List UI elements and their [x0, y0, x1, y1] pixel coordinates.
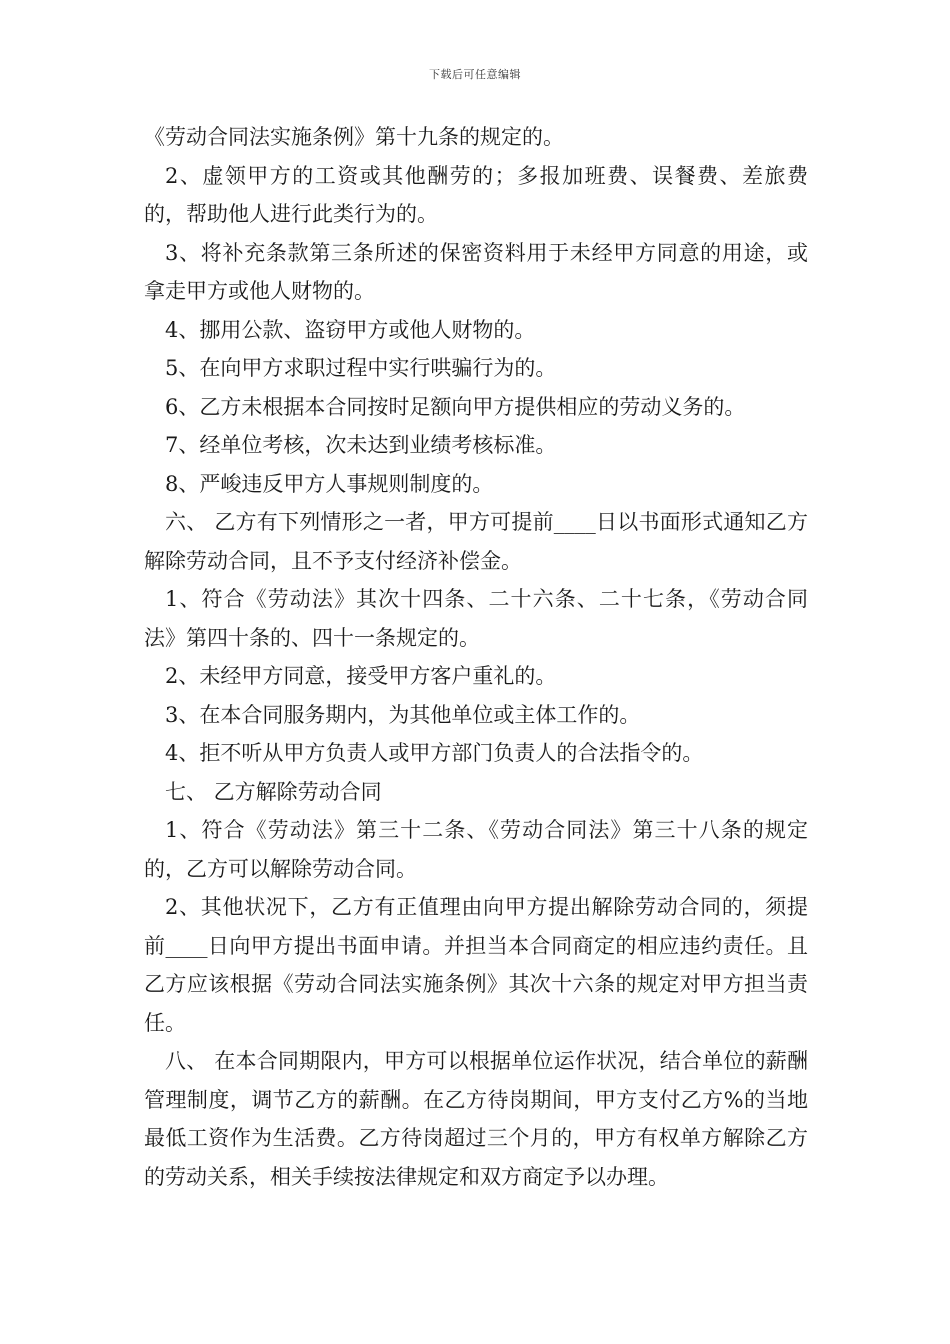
section-seven-heading: 七、 乙方解除劳动合同	[165, 779, 382, 804]
paragraph-clause-2: 2、虚领甲方的工资或其他酬劳的；多报加班费、误餐费、差旅费的，帮助他人进行此类行为的。	[144, 163, 808, 226]
section-six-heading: 六、 乙方有下列情形之一者，甲方可提前____日以书面形式通知乙方解除劳动合同，且不予支付经济补偿金。	[144, 510, 808, 573]
paragraph-clause-7: 7、经单位考核，次未达到业绩考核标准。	[165, 433, 557, 457]
paragraph-clause-5: 5、在向甲方求职过程中实行哄骗行为的。	[165, 356, 557, 380]
section-eight: 八、 在本合同期限内，甲方可以根据单位运作状况，结合单位的薪酬管理制度，调节乙方的薪酬。在乙方待岗期间，甲方支付乙方%的当地最低工资作为生活费。乙方待岗超过三个月的，甲方有权单方解除乙方的劳动关系，相关手续按法律规定和双方商定予以办理。	[144, 1049, 808, 1189]
section-seven-clause-1: 1、符合《劳动法》第三十二条、《劳动合同法》第三十八条的规定的，乙方可以解除劳动合同。	[144, 818, 808, 881]
paragraph-clause-6: 6、乙方未根据本合同按时足额向甲方提供相应的劳动义务的。	[165, 394, 746, 419]
page-header: 下载后可任意编辑	[429, 68, 521, 81]
section-six-clause-2: 2、未经甲方同意，接受甲方客户重礼的。	[165, 664, 557, 688]
document-body	[144, 118, 808, 1196]
paragraph-clause-8: 8、严峻违反甲方人事规则制度的。	[165, 471, 494, 496]
paragraph-clause-3: 3、将补充条款第三条所述的保密资料用于未经甲方同意的用途，或拿走甲方或他人财物的。	[144, 240, 808, 303]
section-six-clause-1: 1、符合《劳动法》其次十四条、二十六条、二十七条，《劳动合同法》第四十条的、四十一条规定的。	[144, 587, 808, 650]
section-six-clause-3: 3、在本合同服务期内，为其他单位或主体工作的。	[165, 702, 641, 727]
section-seven-clause-2: 2、其他状况下，乙方有正值理由向甲方提出解除劳动合同的，须提前____日向甲方提出书面申请。并担当本合同商定的相应违约责任。且乙方应该根据《劳动合同法实施条例》其次十六条的规定对甲方担当责任。	[144, 895, 808, 1035]
section-six-clause-4: 4、拒不听从甲方负责人或甲方部门负责人的合法指令的。	[165, 741, 704, 765]
paragraph-clause-4: 4、挪用公款、盗窃甲方或他人财物的。	[165, 317, 536, 342]
paragraph-continuation: 《劳动合同法实施条例》第十九条的规定的。	[144, 125, 564, 149]
